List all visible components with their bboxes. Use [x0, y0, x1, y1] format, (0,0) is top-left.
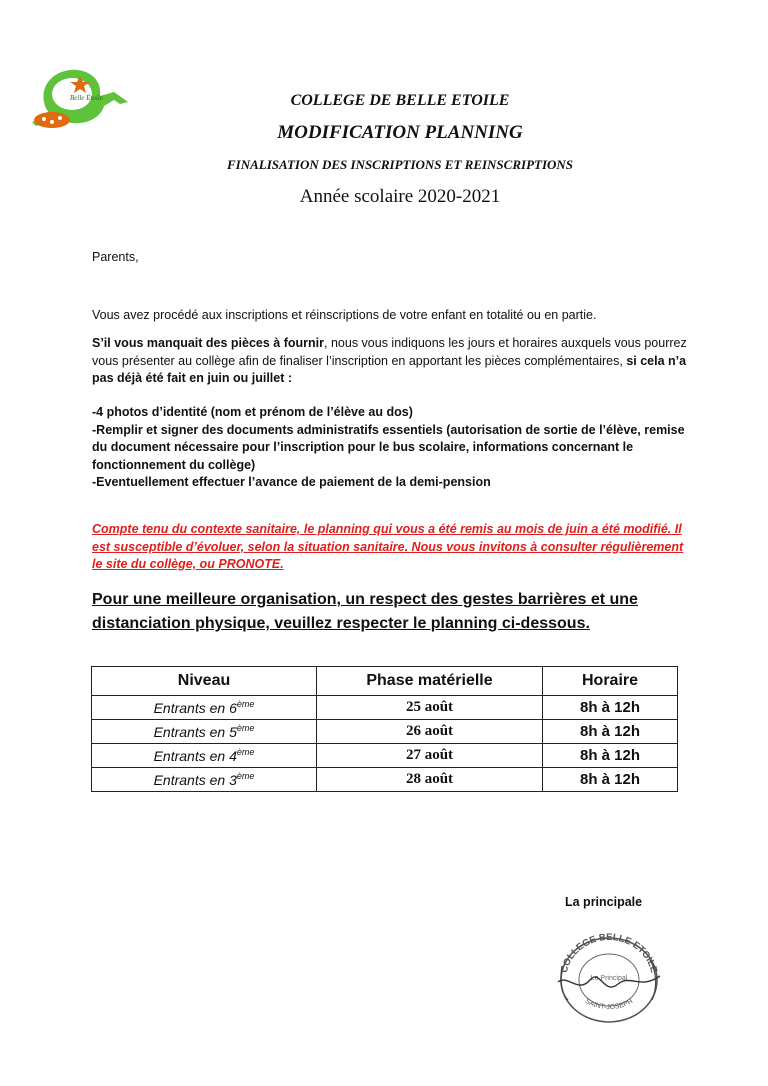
planning-table [91, 666, 678, 792]
stamp-lettering-bottom: SAINT-JOSEPH [583, 997, 635, 1012]
niveau-text: Entrants en 6 [153, 700, 237, 716]
missing-documents-paragraph [92, 335, 692, 388]
stamp-lettering-center: Le Principal [590, 975, 628, 982]
logo-lettering: Belle Étoile [70, 94, 103, 102]
niveau-text: Entrants en 5 [153, 724, 237, 740]
table-header-row [92, 667, 678, 696]
school-logo [30, 62, 132, 134]
phase-cell: 25 août [317, 696, 543, 720]
phase-cell: 26 août [317, 720, 543, 744]
table-row [92, 720, 678, 744]
header-horaire: Horaire [543, 667, 678, 696]
required-items-list [92, 404, 692, 492]
niveau-cell [92, 744, 317, 768]
organisation-notice: Pour une meilleure organisation, un respect des gestes barrières et une distanciation physique, veuillez respecter le planning ci-dessous. [92, 591, 638, 632]
niveau-cell [92, 696, 317, 720]
document-subtitle: FINALISATION DES INSCRIPTIONS ET REINSCRIPTIONS [226, 157, 574, 172]
missing-documents-lead: S’il vous manquait des pièces à fournir [92, 336, 325, 350]
horaire-cell: 8h à 12h [543, 744, 678, 768]
list-item: -Remplir et signer des documents administratifs essentiels (autorisation de sortie de l’élève, remise du document nécessaire pour l’inscription pour le bus scolaire, informations concernant le fonctionnement du collège) [92, 422, 685, 472]
signatory-label: La principale [565, 895, 643, 909]
niveau-suffix: ème [236, 723, 255, 733]
niveau-cell [92, 720, 317, 744]
intro-paragraph: Vous avez procédé aux inscriptions et réinscriptions de votre enfant en totalité ou en partie. [92, 308, 597, 322]
niveau-suffix: ème [236, 771, 255, 781]
phase-cell: 28 août [317, 768, 543, 792]
horaire-cell: 8h à 12h [543, 696, 678, 720]
salutation: Parents, [92, 250, 139, 264]
niveau-cell [92, 768, 317, 792]
horaire-cell: 8h à 12h [543, 768, 678, 792]
niveau-suffix: ème [236, 747, 255, 757]
school-name: COLLEGE DE BELLE ETOILE [290, 92, 510, 109]
header-phase: Phase matérielle [317, 667, 543, 696]
missing-documents-condition: si cela n’a pas déjà été fait en juin ou juillet : [92, 353, 687, 385]
table-row [92, 696, 678, 720]
school-year: Année scolaire 2020-2021 [299, 186, 501, 207]
niveau-suffix: ème [236, 699, 255, 709]
stamp-lettering-top: COLLEGE BELLE ETOILE [558, 931, 660, 975]
missing-documents-body: , nous vous indiquons les jours et horaires auxquels vous pourrez vous présenter au collège afin de finaliser l’inscription en apportant les pièces complémentaires, [92, 336, 687, 368]
horaire-cell: 8h à 12h [543, 720, 678, 744]
list-item: -Eventuellement effectuer l’avance de paiement de la demi-pension [92, 475, 491, 489]
header-niveau: Niveau [92, 667, 317, 696]
table-row [92, 768, 678, 792]
table-row [92, 744, 678, 768]
list-item: -4 photos d’identité (nom et prénom de l’élève au dos) [92, 405, 413, 419]
official-stamp [548, 930, 670, 1025]
niveau-text: Entrants en 3 [153, 772, 237, 788]
document-title: MODIFICATION PLANNING [277, 122, 523, 143]
phase-cell: 27 août [317, 744, 543, 768]
sanitary-notice: Compte tenu du contexte sanitaire, le planning qui vous a été remis au mois de juin a été modifié. Il est susceptible d’évoluer, selon la situation sanitaire. Nous vous invitons à consulter régulièrement le site du collège, ou PRONOTE. [92, 522, 684, 571]
niveau-text: Entrants en 4 [153, 748, 237, 764]
